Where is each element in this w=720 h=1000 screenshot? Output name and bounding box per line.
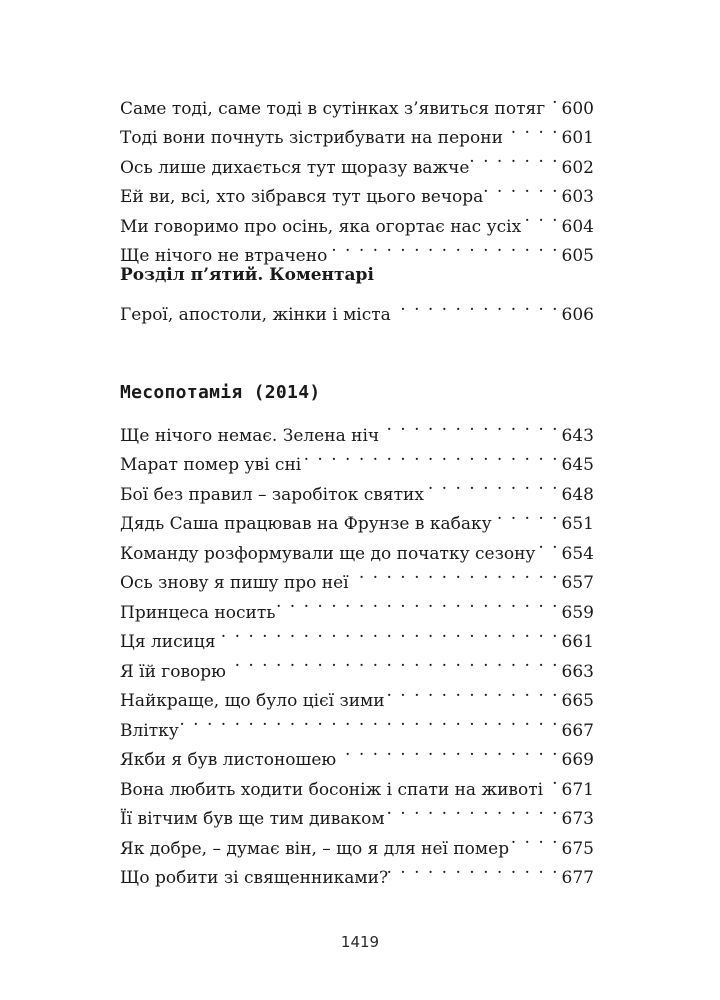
entry-title: Вона любить ходити босоніж і спати на животі: [120, 779, 544, 800]
entry-title: Найкраще, що було цієї зими: [120, 691, 385, 711]
entry-page: 601: [561, 128, 594, 148]
entry-title: Ця лисиця: [120, 632, 216, 652]
dot-leader: [301, 441, 557, 471]
dot-leader: [349, 559, 558, 589]
entry-title: Я їй говорю: [120, 661, 226, 682]
dot-leader: [336, 736, 557, 766]
entry-title: Герої, апостоли, жінки і міста: [120, 305, 391, 325]
toc-entry: [120, 84, 594, 119]
toc-entry: [120, 291, 594, 325]
chapter-subheading: Розділ п’ятий. Коментарі: [120, 265, 374, 285]
entry-title: Ей ви, всі, хто зібрався тут цього вечора: [120, 187, 484, 207]
entry-page: 602: [561, 157, 594, 178]
entry-title: Ось лише дихається тут щоразу важче: [120, 157, 470, 178]
toc-entry: [120, 736, 594, 770]
dot-leader: [276, 588, 558, 618]
dot-leader: [179, 706, 558, 736]
entry-title: Якби я був листоношею: [120, 750, 337, 770]
entry-page: 600: [561, 98, 594, 119]
entry-title: Тоді вони почнуть зістрибувати на перони: [120, 128, 503, 148]
entry-title: Саме тоді, саме тоді в сутінках з’явиться потяг: [120, 98, 546, 119]
entry-page: 671: [561, 779, 594, 800]
dot-leader: [388, 854, 557, 884]
entry-title: Що робити зі священниками?: [120, 868, 389, 888]
entry-title: Як добре, – думає він, – що я для неї помер: [120, 838, 510, 859]
entry-title: Ще нічого немає. Зелена ніч: [120, 425, 380, 446]
entry-title: Влітку: [120, 720, 179, 741]
dot-leader: [226, 647, 558, 677]
entry-title: Дядь Саша працював на Фрунзе в кабаку: [120, 514, 492, 534]
entry-page: 659: [561, 602, 594, 623]
entry-page: 663: [561, 661, 594, 682]
entry-page: 648: [561, 484, 594, 505]
entry-page: 604: [561, 216, 594, 237]
entry-title: Команду розформували ще до початку сезону: [120, 543, 536, 564]
entry-page: 651: [561, 514, 594, 534]
entry-page: 603: [561, 187, 594, 207]
dot-leader: [509, 824, 557, 854]
dot-leader: [492, 500, 558, 530]
entry-title: Ось знову я пишу про неї: [120, 573, 349, 593]
page-number: 1419: [340, 933, 380, 951]
entry-page: 645: [561, 455, 594, 475]
entry-title: Марат помер уві сні: [120, 455, 302, 475]
dot-leader: [483, 173, 557, 203]
dot-leader: [385, 795, 558, 825]
entry-page: 606: [561, 305, 594, 325]
entry-page: 661: [561, 632, 594, 652]
entry-title: Ми говоримо про осінь, яка огортає нас усіх: [120, 216, 522, 237]
dot-leader: [391, 291, 558, 321]
entry-page: 673: [561, 809, 594, 829]
entry-title: Принцеса носить: [120, 602, 276, 623]
entry-page: 657: [561, 573, 594, 593]
entry-page: 675: [561, 838, 594, 859]
dot-leader: [469, 143, 557, 173]
dot-leader: [535, 529, 557, 559]
dot-leader: [385, 677, 558, 707]
entry-title: Бої без правил – заробіток святих: [120, 484, 424, 505]
entry-page: 605: [561, 246, 594, 266]
entry-title: Ще нічого не втрачено: [120, 246, 328, 266]
entry-page: 654: [561, 543, 594, 564]
entry-page: 665: [561, 691, 594, 711]
dot-leader: [503, 114, 558, 144]
dot-leader: [327, 232, 557, 262]
entry-page: 667: [561, 720, 594, 741]
dot-leader: [545, 84, 557, 114]
toc-entry: [120, 706, 594, 741]
dot-leader: [521, 202, 557, 232]
dot-leader: [543, 765, 557, 795]
entry-page: 669: [561, 750, 594, 770]
toc-section-mesopotamia: [120, 378, 594, 888]
section-title: Месопотамія (2014): [120, 382, 321, 403]
toc-part-1: [120, 84, 594, 325]
entry-page: 643: [561, 425, 594, 446]
entry-title: Її вітчим був ще тим диваком: [120, 809, 385, 829]
entry-page: 677: [561, 868, 594, 888]
dot-leader: [379, 411, 557, 441]
toc-entry: [120, 411, 594, 446]
dot-leader: [216, 618, 558, 648]
dot-leader: [424, 470, 558, 500]
